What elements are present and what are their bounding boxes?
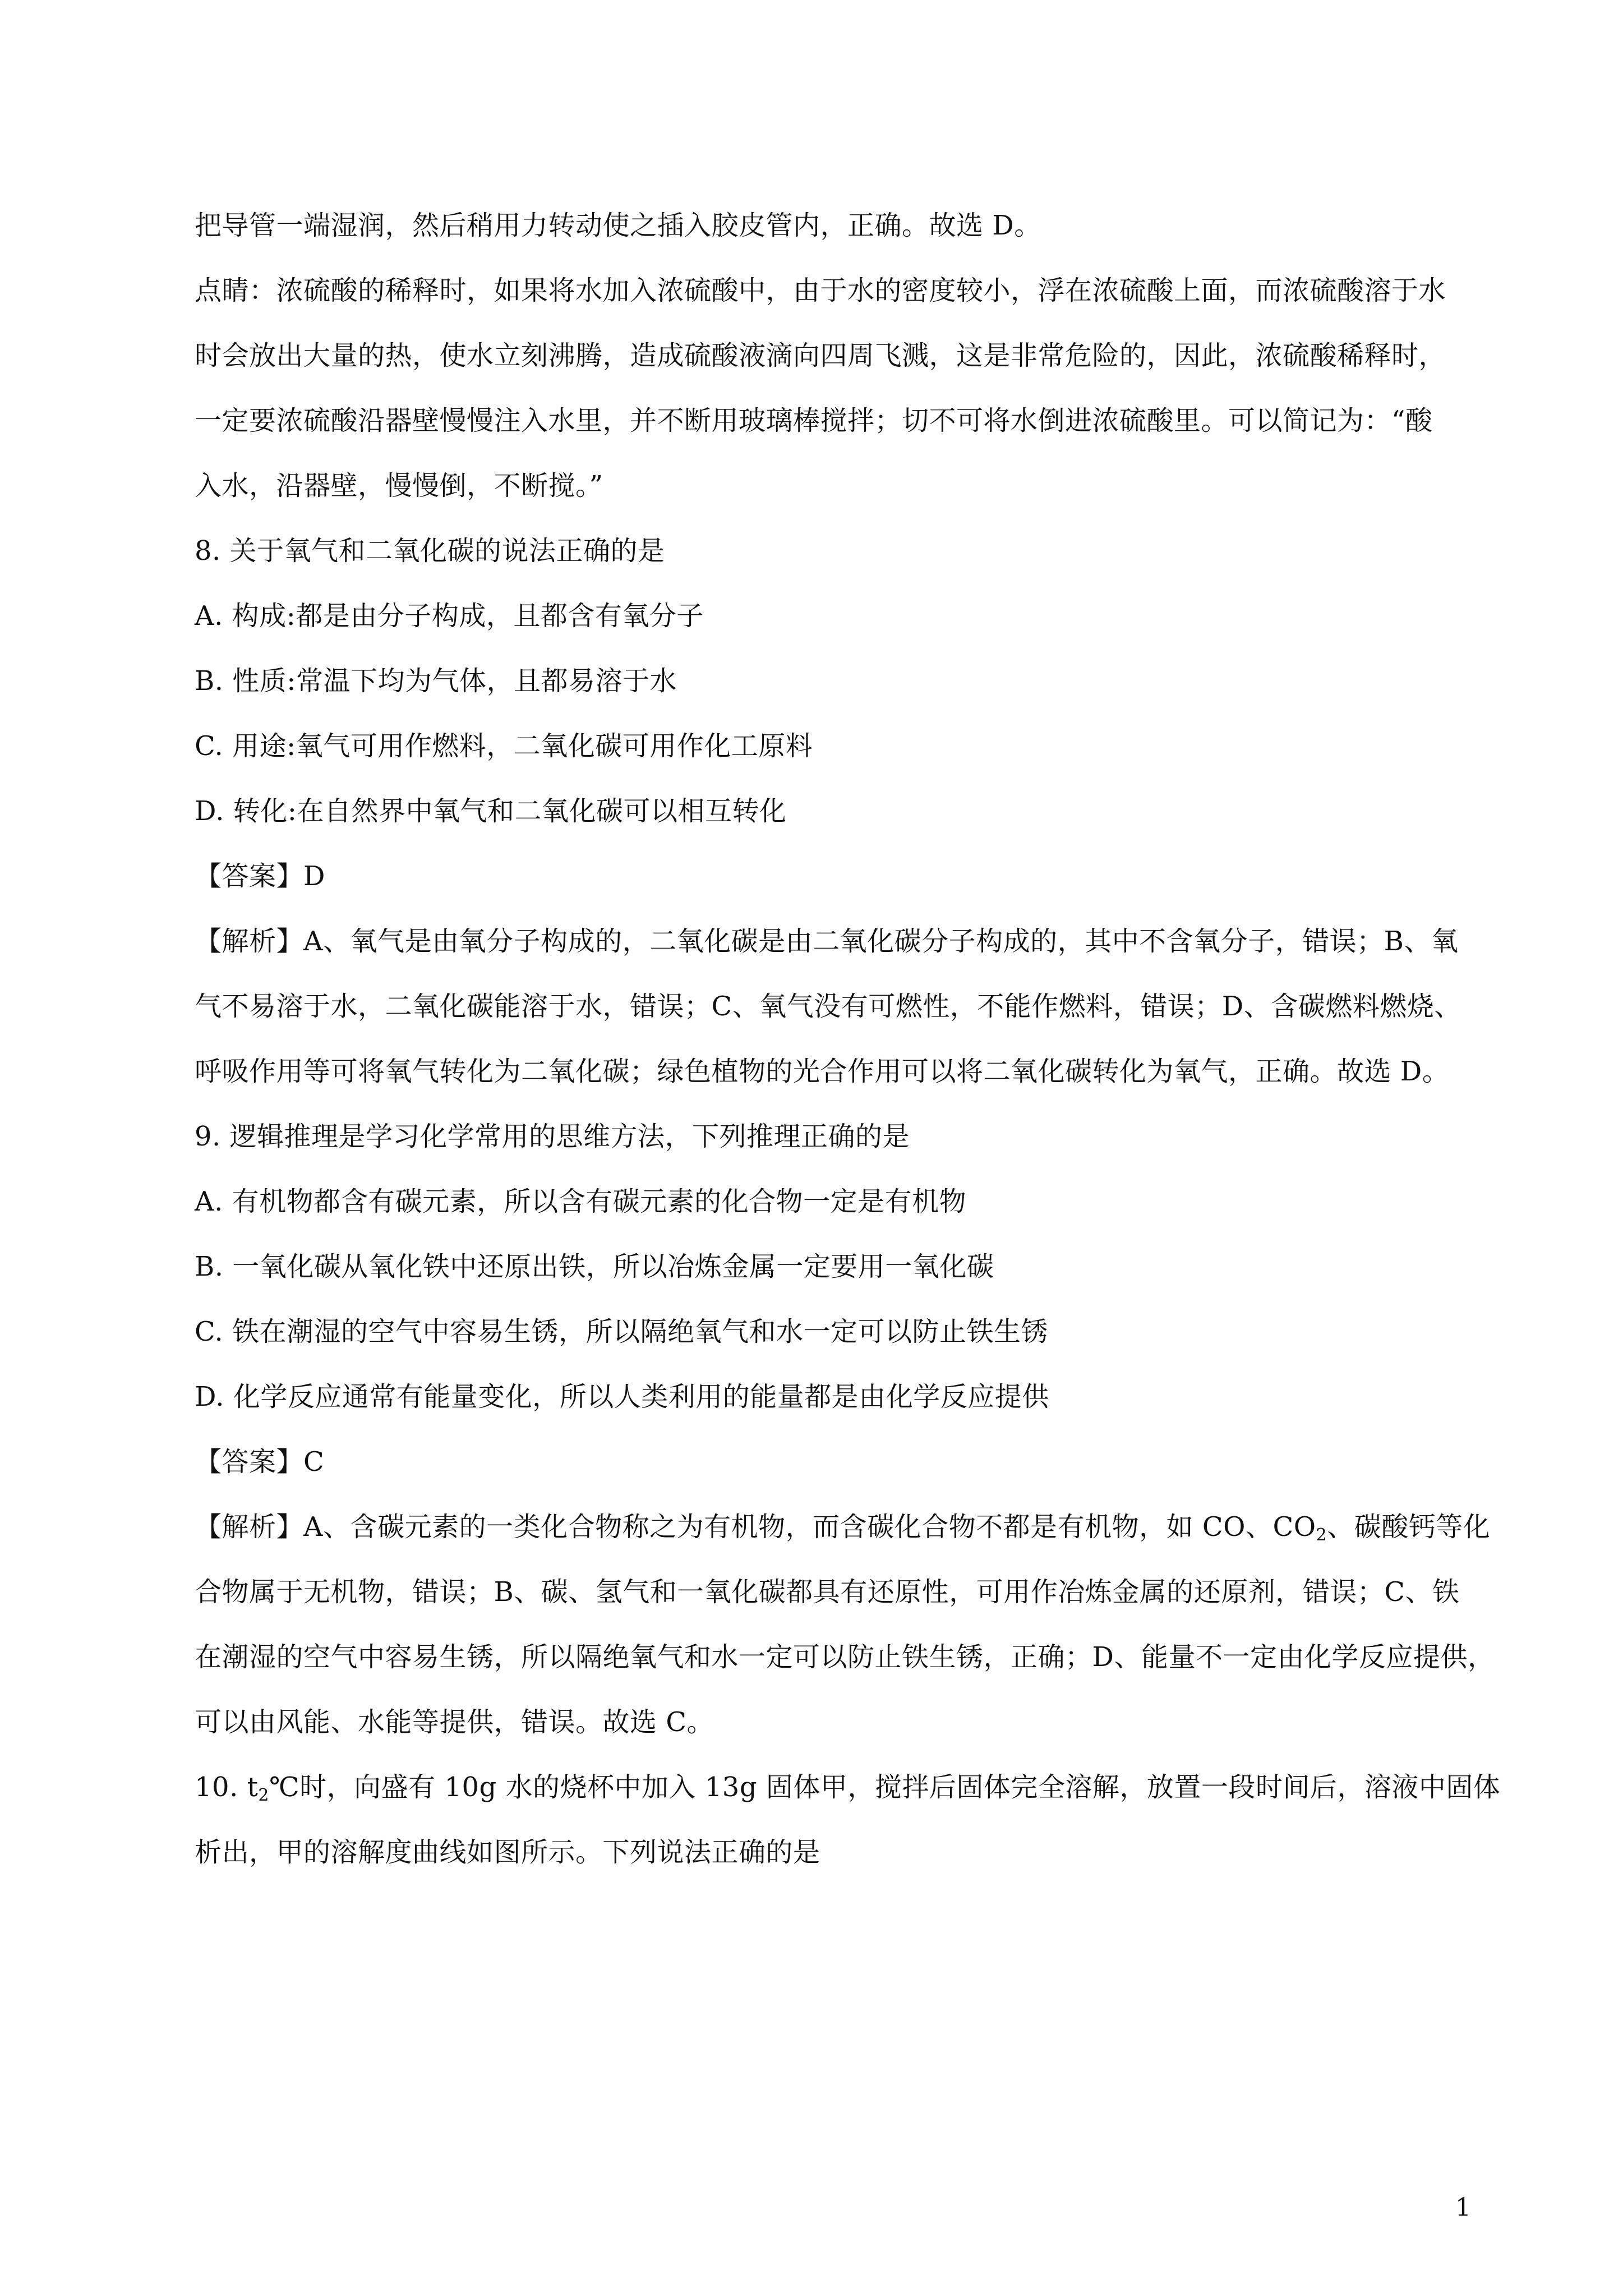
page-number: 1 [1455, 2193, 1471, 2222]
question-text: ℃时，向盛有 10g 水的烧杯中加入 13g 固体甲，搅拌后固体完全溶解，放置一段时间后，溶液中固体 [269, 1772, 1501, 1803]
question-text: 10. t [195, 1772, 259, 1803]
question-10-stem: 析出，甲的溶解度曲线如图所示。下列说法正确的是 [195, 1837, 820, 1868]
question-9-analysis: 合物属于无机物，错误；B、碳、氢气和一氧化碳都具有还原性，可用作冶炼金属的还原剂，错误；C、铁 [195, 1576, 1460, 1608]
question-8-analysis: 呼吸作用等可将氧气转化为二氧化碳；绿色植物的光合作用可以将二氧化碳转化为氧气，正确。故选 D。 [195, 1056, 1450, 1087]
analysis-text: 、碳酸钙等化 [1327, 1511, 1491, 1543]
text-line: 入水，沿器壁，慢慢倒，不断搅。” [195, 470, 603, 501]
question-9-analysis: 在潮湿的空气中容易生锈，所以隔绝氧气和水一定可以防止铁生锈，正确；D、能量不一定由化学反应提供， [195, 1641, 1495, 1673]
question-10-stem [195, 1770, 1500, 1804]
question-8-option-a: A. 构成:都是由分子构成，且都含有氧分子 [195, 600, 704, 632]
text-line: 一定要浓硫酸沿器壁慢慢注入水里，并不断用玻璃棒搅拌；切不可将水倒进浓硫酸里。可以简记为：“酸 [195, 405, 1433, 436]
question-8-option-d: D. 转化:在自然界中氧气和二氧化碳可以相互转化 [195, 795, 787, 827]
question-8-option-b: B. 性质:常温下均为气体，且都易溶于水 [195, 665, 677, 697]
question-9-analysis: 可以由风能、水能等提供，错误。故选 C。 [195, 1706, 714, 1738]
question-9-stem: 9. 逻辑推理是学习化学常用的思维方法，下列推理正确的是 [195, 1121, 910, 1152]
question-9-option-a: A. 有机物都含有碳元素，所以含有碳元素的化合物一定是有机物 [195, 1186, 967, 1217]
question-8-analysis: 气不易溶于水，二氧化碳能溶于水，错误；C、氧气没有可燃性，不能作燃料，错误；D、含碳燃料燃烧、 [195, 991, 1461, 1022]
subscript: 2 [258, 1786, 269, 1805]
text-line: 点睛：浓硫酸的稀释时，如果将水加入浓硫酸中，由于水的密度较小，浮在浓硫酸上面，而浓硫酸溶于水 [195, 275, 1446, 306]
question-8-option-c: C. 用途:氧气可用作燃料，二氧化碳可用作化工原料 [195, 730, 813, 762]
text-line: 把导管一端湿润，然后稍用力转动使之插入胶皮管内，正确。故选 D。 [195, 210, 1041, 241]
question-9-option-d: D. 化学反应通常有能量变化，所以人类利用的能量都是由化学反应提供 [195, 1381, 1049, 1412]
question-9-option-c: C. 铁在潮湿的空气中容易生锈，所以隔绝氧气和水一定可以防止铁生锈 [195, 1316, 1049, 1347]
text-line: 时会放出大量的热，使水立刻沸腾，造成硫酸液滴向四周飞溅，这是非常危险的，因此，浓硫酸稀释时， [195, 340, 1446, 371]
question-8-analysis: 【解析】A、氧气是由氧分子构成的，二氧化碳是由二氧化碳分子构成的，其中不含氧分子，错误；B、氧 [195, 926, 1459, 957]
analysis-text: 【解析】A、含碳元素的一类化合物称之为有机物，而含碳化合物不都是有机物，如 CO、CO [195, 1511, 1316, 1543]
question-9-analysis [195, 1510, 1490, 1544]
question-9-option-b: B. 一氧化碳从氧化铁中还原出铁，所以冶炼金属一定要用一氧化碳 [195, 1251, 994, 1282]
question-8-stem: 8. 关于氧气和二氧化碳的说法正确的是 [195, 535, 665, 567]
question-8-answer: 【答案】D [195, 861, 325, 892]
subscript: 2 [1316, 1525, 1327, 1545]
question-9-answer: 【答案】C [195, 1446, 325, 1478]
